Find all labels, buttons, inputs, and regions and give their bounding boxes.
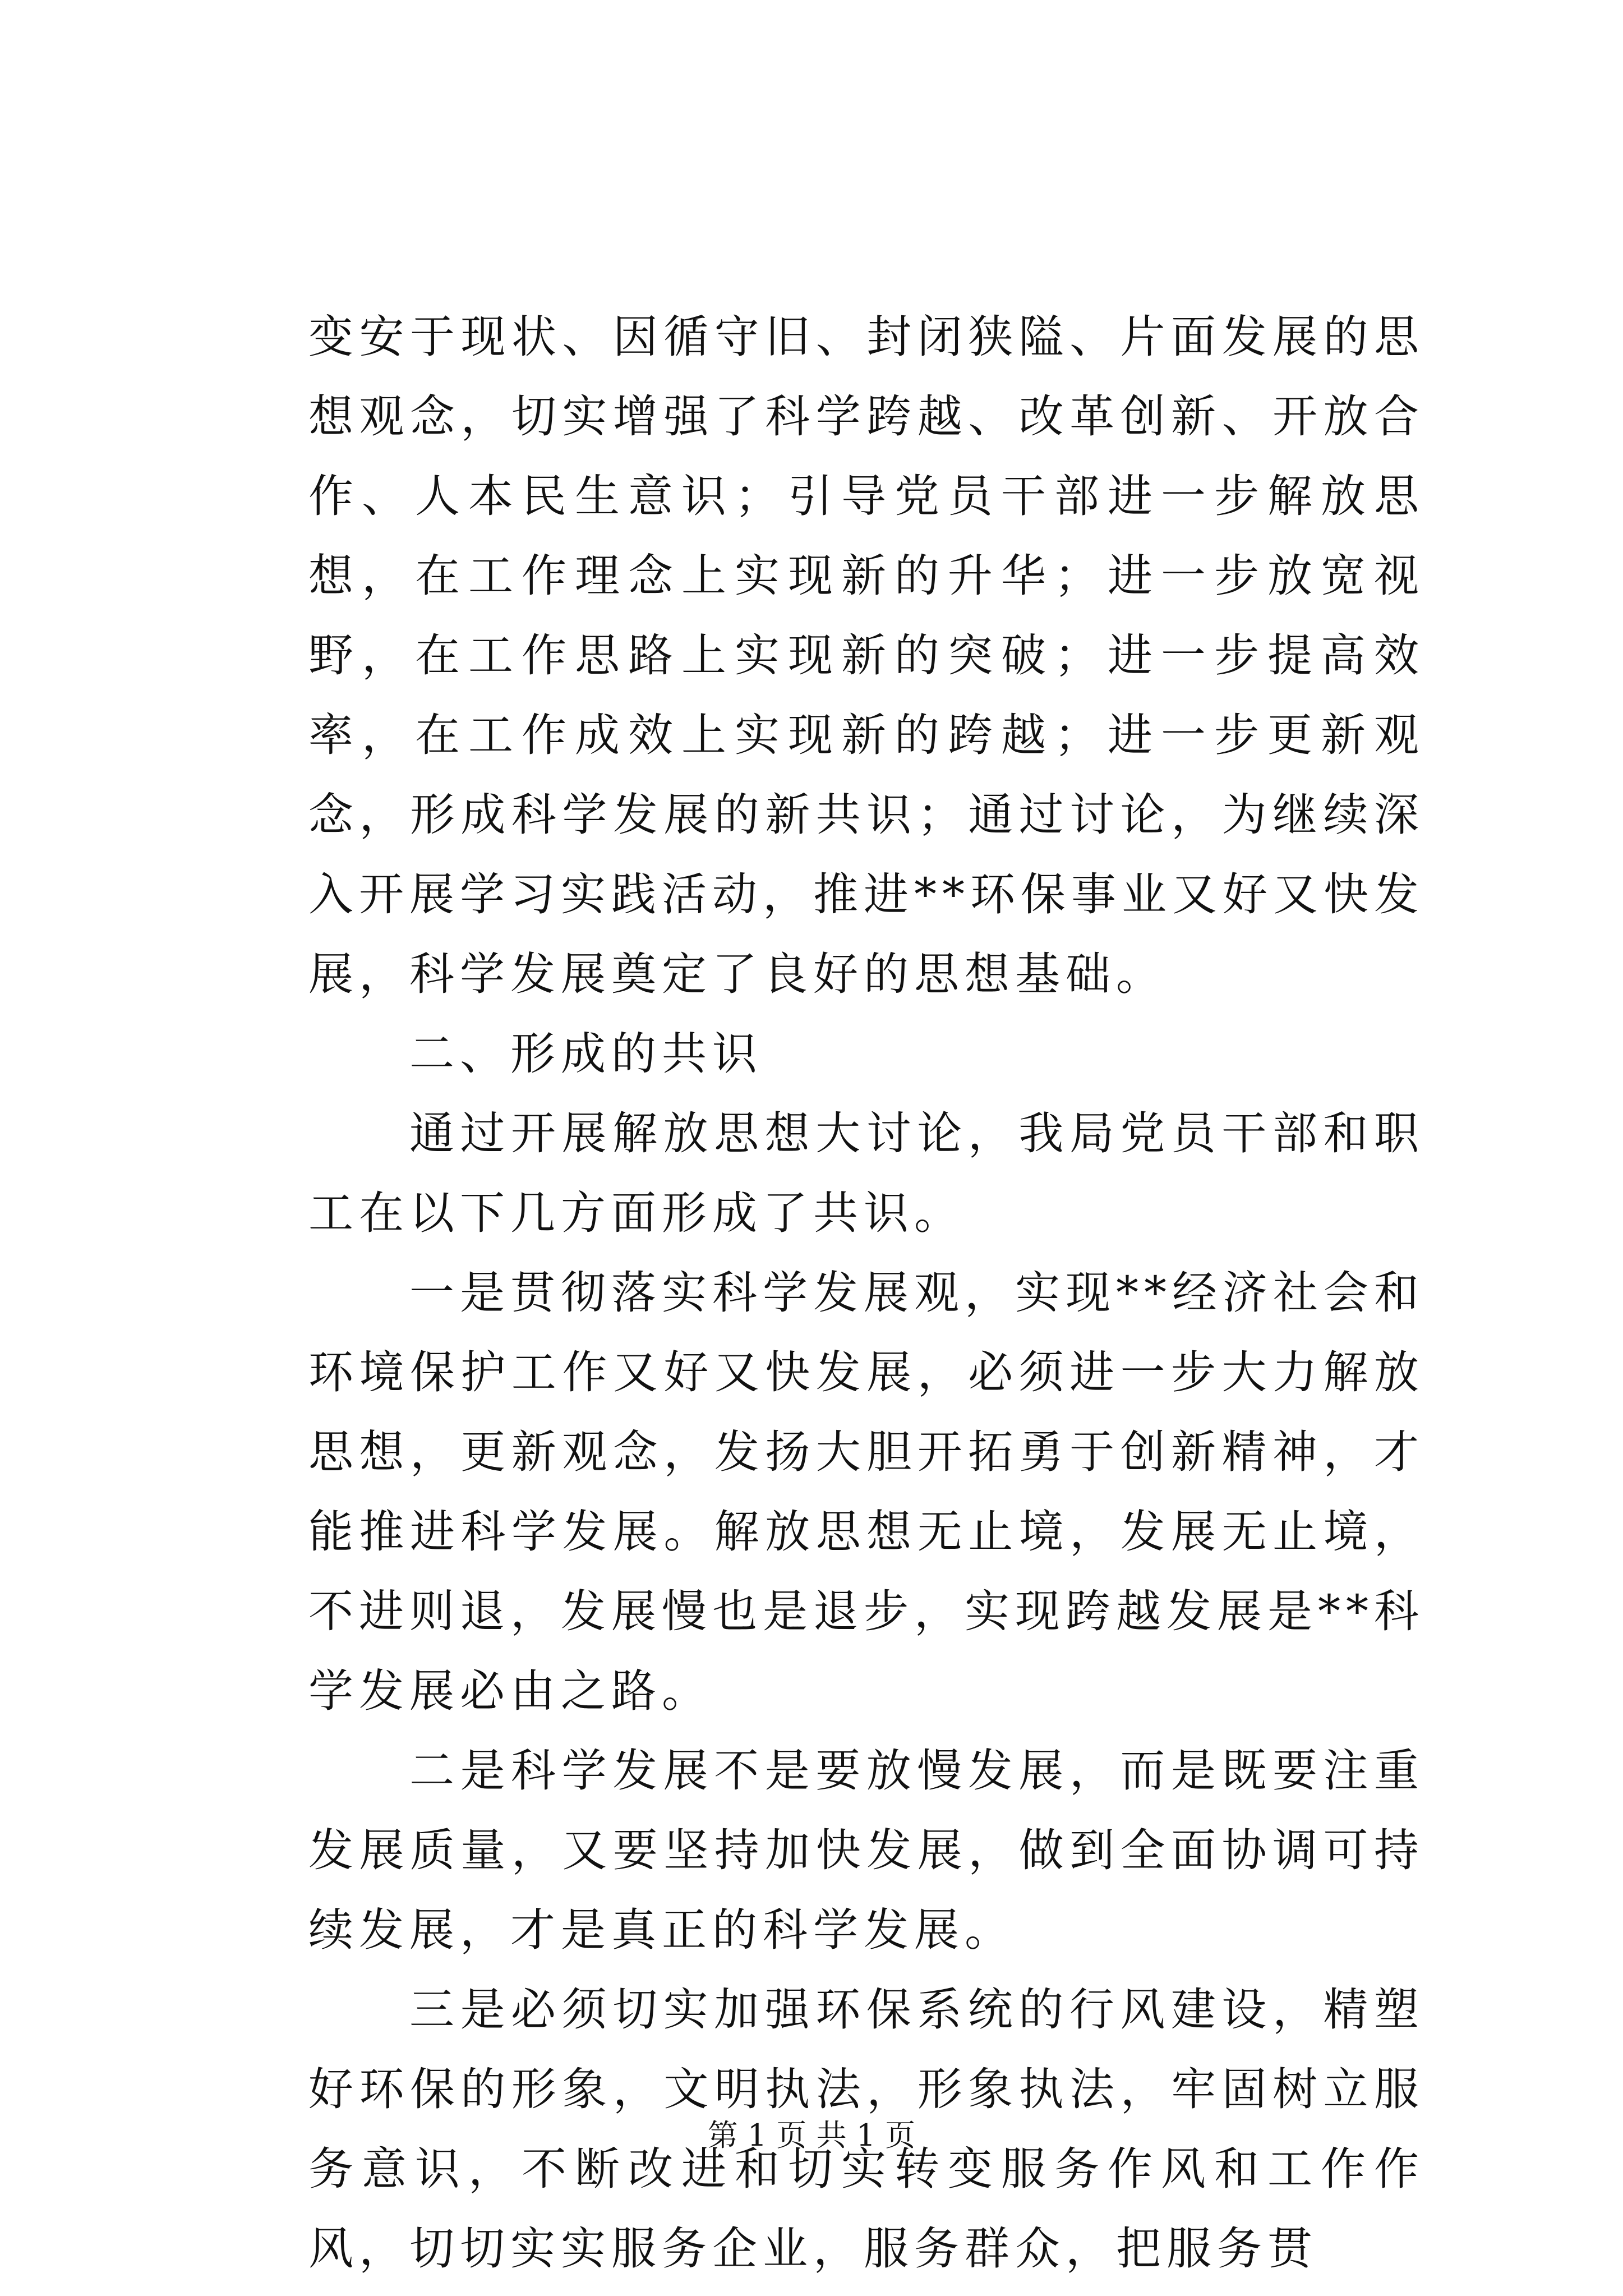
- section-heading: 二、形成的共识: [409, 1028, 763, 1080]
- paragraph-continuation: 变安于现状、因循守旧、封闭狭隘、片面发展的思想观念，切实增强了科学跨越、改革创新、开放合作、人本民生意识；引导党员干部进一步解放思想，在工作理念上实现新的升华；进一步放宽视野，在工作思路上实现新的突破；进一步提高效率，在工作成效上实现新的跨越；进一步更新观念，形成科学发展的新共识；通过讨论，为继续深入开展学习实践活动，推进**环保事业又好又快发展，科学发展奠定了良好的思想基础。: [308, 311, 1424, 1000]
- document-body: [308, 297, 1424, 2289]
- page-footer: 第 1 页 共 1 页: [707, 2118, 916, 2153]
- paragraph-point-two: 二是科学发展不是要放慢发展，而是既要注重发展质量，又要坚持加快发展，做到全面协调可持续发展，才是真正的科学发展。: [308, 1745, 1424, 1956]
- paragraph-point-one: 一是贯彻落实科学发展观，实现**经济社会和环境保护工作又好又快发展，必须进一步大力解放思想，更新观念，发扬大胆开拓勇于创新精神，才能推进科学发展。解放思想无止境，发展无止境，不进则退，发展慢也是退步，实现跨越发展是**科学发展必由之路。: [308, 1267, 1424, 1717]
- paragraph-point-three: 三是必须切实加强环保系统的行风建设，精塑好环保的形象，文明执法，形象执法，牢固树立服务意识，不断改进和切实转变服务作风和工作作风，切切实实服务企业，服务群众，把服务贯: [308, 1984, 1424, 2275]
- paragraph-intro: 通过开展解放思想大讨论，我局党员干部和职工在以下几方面形成了共识。: [308, 1107, 1424, 1239]
